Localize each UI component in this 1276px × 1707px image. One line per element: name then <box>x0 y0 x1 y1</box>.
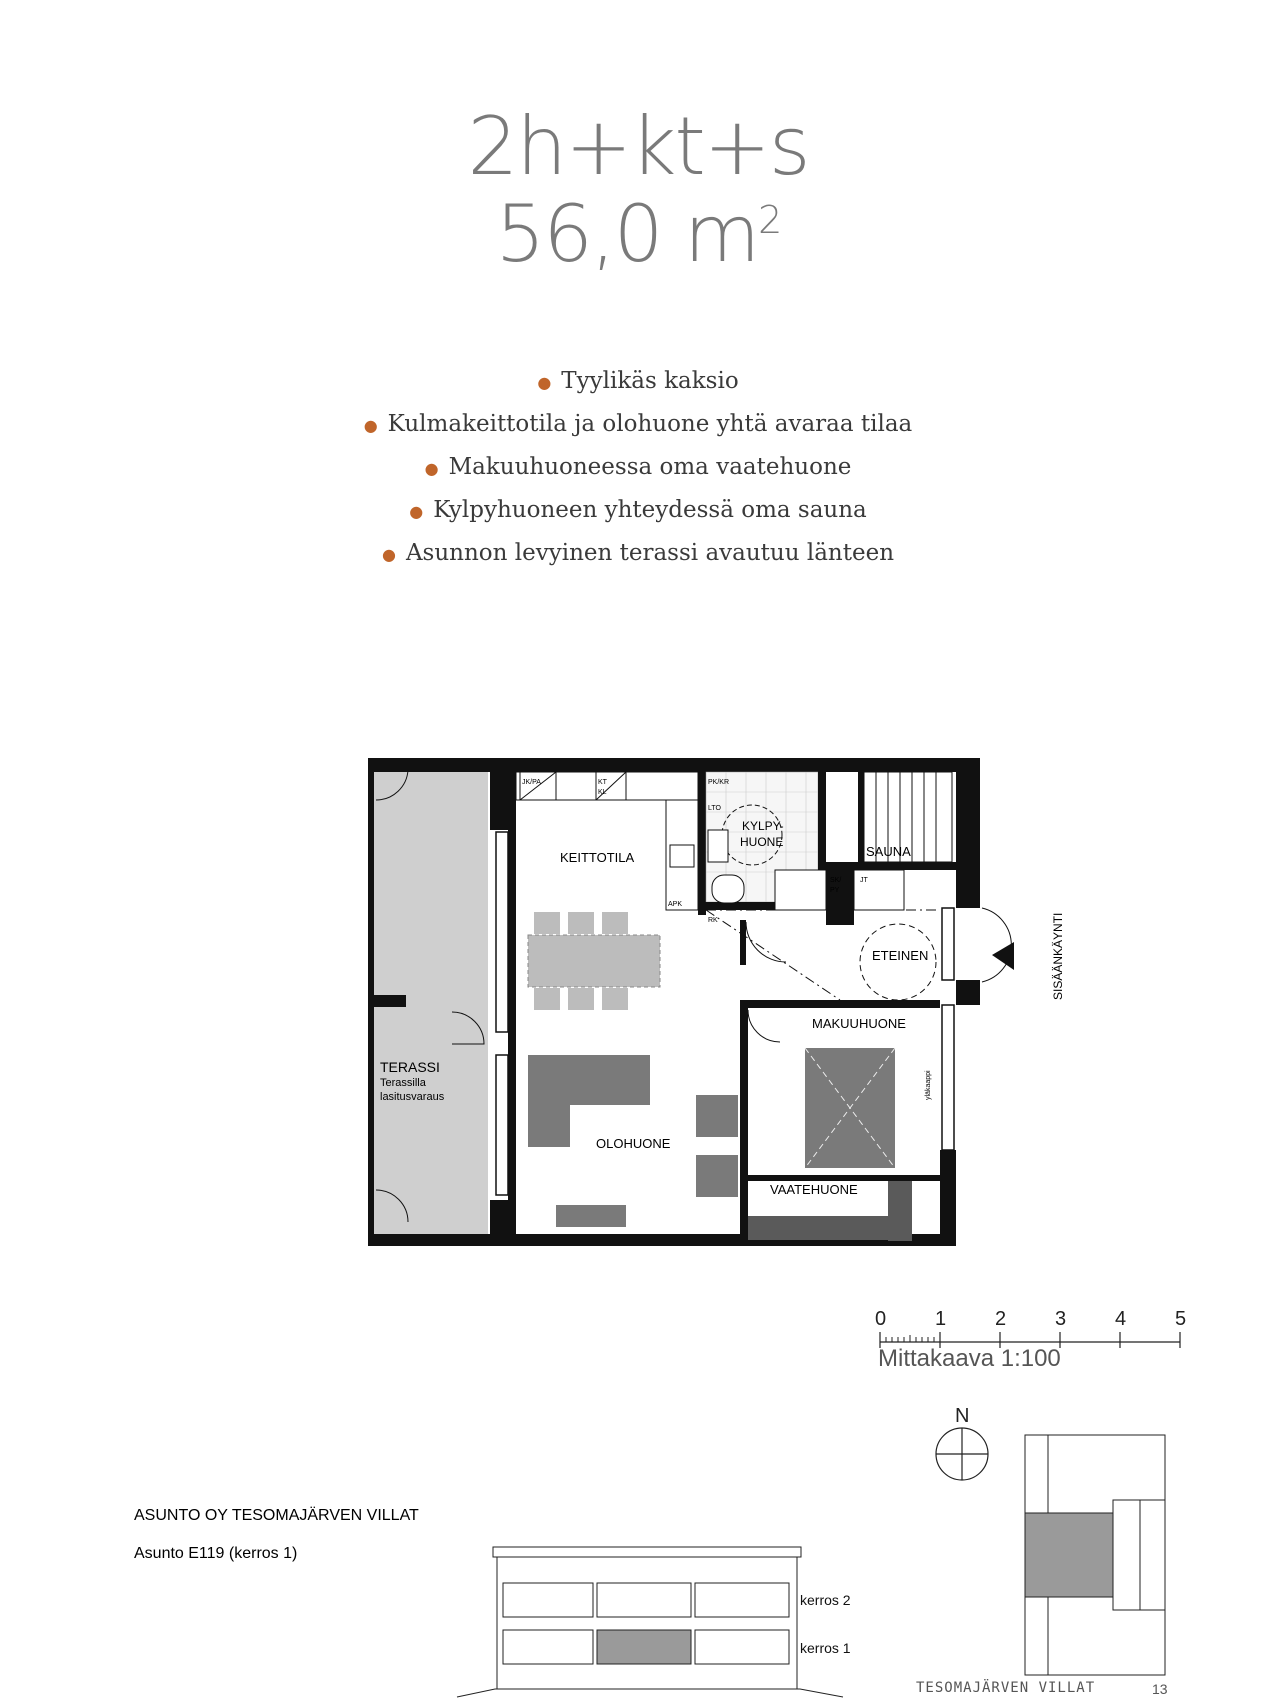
window-strip <box>942 1005 954 1150</box>
site-plan <box>1020 1430 1170 1680</box>
scale-caption: Mittakaava 1:100 <box>878 1345 1061 1372</box>
wall-inner <box>508 758 516 1246</box>
bullet-icon: ● <box>409 501 424 521</box>
tv-stand <box>556 1205 626 1227</box>
scale-label: 0 <box>875 1308 887 1330</box>
compass <box>930 1402 1000 1482</box>
room-label-bath-2: HUONE <box>740 835 784 849</box>
floor-plan <box>360 750 1110 1260</box>
apartment-area-title: 56,0 $m^2$ <box>495 190 781 280</box>
floor1-label: kerros 1 <box>800 1640 851 1656</box>
door-swing <box>982 908 1011 982</box>
building-elevation <box>455 1537 851 1697</box>
label-ylakaappi: yläkaappi <box>925 1070 932 1100</box>
chair <box>534 988 560 1010</box>
feature-item: ● Kulmakeittotila ja olohuone yhtä avaraa tilaa <box>363 411 913 437</box>
label-jt: JT <box>860 877 868 884</box>
label-jkpa: JK/PA <box>522 779 541 786</box>
bullet-icon: ● <box>381 544 396 564</box>
walk-in-closet-shelf <box>748 1216 888 1240</box>
washbasin <box>708 830 728 862</box>
apartment-type-title: 2h+kt+s <box>467 100 809 193</box>
facade <box>497 1557 797 1689</box>
compass-north-label: N <box>955 1405 970 1427</box>
door-swing <box>746 922 786 962</box>
label-skpy-1: SK/ <box>830 877 842 884</box>
door-swing <box>748 1010 780 1042</box>
label-pk: PK/KR <box>708 779 730 786</box>
bedroom-wall-left <box>740 1006 748 1244</box>
lower-unit <box>695 1630 789 1664</box>
outer-wall-top <box>368 758 976 772</box>
scale-label: 3 <box>1055 1308 1067 1330</box>
floor2-label: kerros 2 <box>800 1592 851 1608</box>
feature-item: ● Tyylikäs kaksio <box>537 368 739 394</box>
walk-in-closet-shelf-side <box>888 1181 912 1241</box>
label-kl: KL <box>598 789 607 796</box>
outer-wall-right <box>956 758 980 908</box>
chair <box>568 912 594 934</box>
bullet-icon: ● <box>537 372 552 392</box>
scale-label: 5 <box>1175 1308 1187 1330</box>
walk-in-closet-wall <box>748 1175 940 1181</box>
feature-item: ● Asunnon levyinen terassi avautuu länteen <box>381 540 895 566</box>
outer-wall-right-2 <box>956 980 980 1005</box>
lower-unit <box>503 1630 593 1664</box>
chair <box>602 988 628 1010</box>
toilet <box>712 875 744 903</box>
armchair <box>696 1095 738 1137</box>
dining-table <box>528 935 660 987</box>
room-label-terrace: TERASSI <box>380 1059 440 1075</box>
room-label-kitchen: KEITTOTILA <box>560 850 635 865</box>
terrace-divider <box>368 995 406 1007</box>
unit-name: Asunto E119 (kerros 1) <box>134 1545 298 1562</box>
label-rk: RK <box>708 917 718 924</box>
room-label-bath-1: KYLPY- <box>742 819 784 833</box>
terrace-note-2: lasitusvaraus <box>380 1091 445 1103</box>
room-label-bedroom: MAKUUHUONE <box>812 1016 906 1031</box>
scale-label: 4 <box>1115 1308 1127 1330</box>
sauna-wall-bottom <box>826 862 956 870</box>
company-name: ASUNTO OY TESOMAJÄRVEN VILLAT <box>134 1507 419 1524</box>
window-strip <box>496 832 508 1032</box>
bullet-icon: ● <box>363 415 378 435</box>
label-skpy-2: PY <box>830 887 840 894</box>
site-highlight-unit <box>1025 1513 1113 1597</box>
hall-wall-left <box>740 920 746 965</box>
site-wing <box>1113 1500 1165 1610</box>
bullet-icon: ● <box>424 458 439 478</box>
bathroom-wall-bottom <box>698 902 778 910</box>
bedroom-wall-top <box>740 1000 940 1008</box>
window-strip <box>496 1055 508 1195</box>
sauna-wall-2 <box>858 770 864 870</box>
feature-item: ● Makuuhuoneessa oma vaatehuone <box>424 454 852 480</box>
upper-unit <box>597 1583 691 1617</box>
room-label-sauna: SAUNA <box>866 844 911 859</box>
room-label-closet: VAATEHUONE <box>770 1182 858 1197</box>
chair <box>568 988 594 1010</box>
hall-dashline <box>706 910 840 1000</box>
bathroom-wall <box>698 770 706 915</box>
room-label-hall: ETEINEN <box>872 948 929 963</box>
upper-unit <box>503 1583 593 1617</box>
scale-label: 1 <box>935 1308 947 1330</box>
hall-closet <box>854 870 904 910</box>
outer-wall-right-3 <box>940 1150 956 1246</box>
feature-list <box>0 360 1276 575</box>
label-apk: APK <box>668 901 683 908</box>
room-label-living: OLOHUONE <box>596 1136 671 1151</box>
entrance-arrow-icon <box>992 942 1014 970</box>
sofa-chaise <box>528 1105 570 1147</box>
armchair <box>696 1155 738 1197</box>
footer-page-number: 13 <box>1152 1681 1168 1697</box>
lower-unit-highlight <box>597 1630 691 1664</box>
label-lto: LTO <box>708 805 721 812</box>
roof <box>493 1547 801 1557</box>
chair <box>534 912 560 934</box>
feature-item: ● Kylpyhuoneen yhteydessä oma sauna <box>409 497 867 523</box>
entrance-label: SISÄÄNKÄYNTI <box>1051 912 1065 1000</box>
label-kt: KT <box>598 779 607 786</box>
upper-unit <box>695 1583 789 1617</box>
scale-minor-ticks <box>886 1335 934 1342</box>
terrace-note-1: Terassilla <box>380 1077 426 1089</box>
cupboard <box>775 870 826 910</box>
ground-line <box>457 1689 843 1697</box>
door-frame <box>942 908 954 980</box>
footer-project-name: TESOMAJÄRVEN VILLAT <box>916 1680 1096 1696</box>
sofa <box>528 1055 650 1105</box>
sink <box>670 845 694 867</box>
scale-label: 2 <box>995 1308 1007 1330</box>
chair <box>602 912 628 934</box>
